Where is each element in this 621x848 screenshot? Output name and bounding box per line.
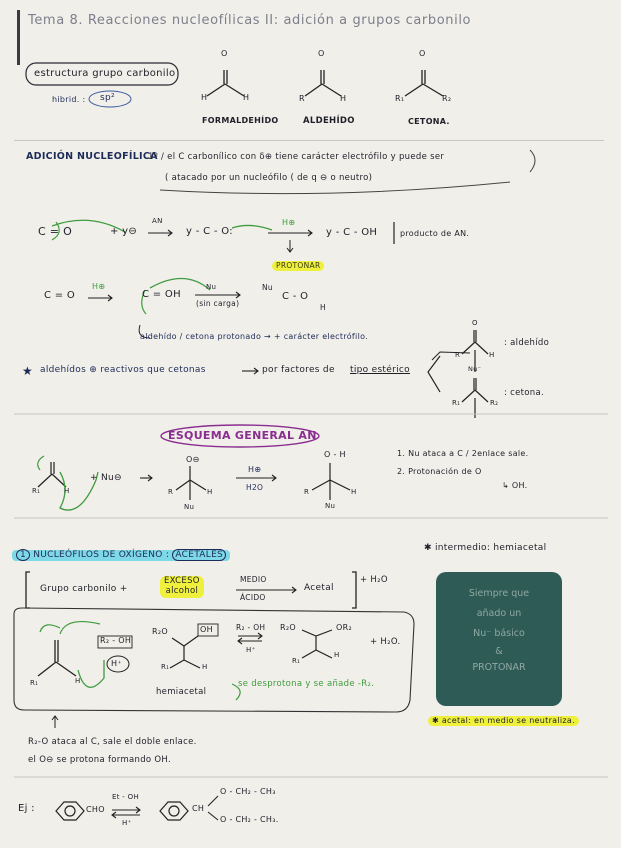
example-sub-1: O - CH₂ - CH₃	[220, 787, 276, 796]
gen-right-r: R	[304, 488, 310, 496]
benzene-left	[56, 802, 84, 820]
aldehyde-name: ALDEHÍDO	[303, 116, 355, 126]
eq-exceso-2: alcohol	[165, 585, 199, 596]
mech-r1b: R₁	[161, 663, 170, 671]
gen-mid-h: H	[207, 488, 213, 496]
nucleophilic-line-1: 1º / el C carbonílico con δ⊕ tiene carácter electrófilo y puede ser	[148, 152, 445, 162]
rx2-nu-label: Nu	[206, 283, 217, 291]
hemiacetal-label: hemiacetal	[156, 687, 207, 697]
rx1-reactant: C = O	[38, 225, 73, 238]
mech-r1: R₁	[30, 679, 39, 687]
aldehyde-left: R	[299, 94, 305, 103]
example-ch: CH	[192, 804, 205, 813]
note-line-3: Nu⁻ básico	[473, 628, 525, 639]
formaldehyde-right: H	[243, 93, 250, 102]
side-ket-r2: R₂	[490, 399, 499, 407]
rx2-intermediate: C = OH	[142, 289, 181, 300]
rx2-product-h: H	[320, 303, 326, 312]
heading-text: NUCLEÓFILOS DE OXÍGENO :	[33, 550, 170, 560]
note-line-2: añado un	[476, 608, 522, 619]
gen-right-oh: O - H	[324, 450, 346, 459]
rx2-proton-label: H⊕	[92, 282, 106, 291]
example-cho: CHO	[86, 805, 105, 814]
reminder-note-box	[436, 572, 562, 706]
rx2-sin-carga: (sin carga)	[196, 299, 240, 308]
gen-step-2b: ↳ OH.	[502, 481, 528, 490]
mech-r2o: R₂O	[152, 627, 168, 636]
mech-hplus: H⁺	[111, 659, 122, 668]
structure-box-label: estructura grupo carbonilo	[34, 68, 176, 79]
gen-left-h: H	[64, 487, 70, 495]
paren-curve	[530, 150, 535, 172]
eq-water: + H₂O	[360, 575, 388, 585]
aldehyde-right: H	[340, 94, 347, 103]
formaldehyde-o: O	[221, 49, 228, 58]
aldehyde-skeleton	[305, 70, 341, 96]
mech-r2oh: R₂ - OH	[100, 636, 132, 645]
example-arrow-bottom: H⁺	[122, 819, 132, 827]
star-mid: por factores de	[262, 365, 335, 375]
star-note: aldehídos ⊕ reactivos que cetonas	[40, 365, 206, 375]
rx1-product-note: producto de AN.	[400, 229, 470, 238]
rx2-note: aldehído / cetona protonado → + carácter electrófilo.	[140, 332, 368, 341]
formaldehyde-skeleton	[207, 70, 244, 96]
gen-mid-nu: Nu	[184, 503, 195, 511]
gen-right-nu: Nu	[325, 502, 336, 510]
side-ket-r1: R₁	[452, 399, 461, 407]
rx1-product: y - C - OH	[326, 227, 378, 238]
intermediate-note: ✱ intermedio: hemiacetal	[424, 543, 547, 553]
example-sub-2: O - CH₂ - CH₃.	[220, 815, 279, 824]
eq-exceso-1: EXCESO	[164, 576, 200, 586]
star-icon: ★	[22, 364, 33, 378]
separator-1	[14, 140, 604, 141]
general-mid-structure	[176, 466, 206, 500]
rx2-reactant: C = O	[44, 290, 76, 301]
gen-arrow-bottom: H2O	[246, 483, 264, 492]
general-right-structure	[312, 463, 350, 500]
eq-medio: MEDIO	[240, 575, 267, 584]
hybrid-value: sp²	[100, 93, 115, 103]
side-ald-nu: Nu⁻	[468, 365, 482, 373]
general-scheme-heading: ESQUEMA GENERAL AN	[168, 429, 317, 442]
gen-right-h: H	[351, 488, 357, 496]
rx1-nucleophile: + y⊖	[110, 226, 138, 237]
mech-hb: H	[202, 663, 208, 671]
deprotonate-note: se desprotona y se añade -R₂.	[238, 679, 375, 689]
formaldehyde-left: H	[201, 93, 208, 102]
note-line-5: PROTONAR	[472, 662, 526, 673]
star-underlined: tipo estérico	[350, 365, 410, 375]
mech-acetal-or2: OR₂	[336, 623, 352, 632]
ketone-o: O	[419, 49, 426, 58]
mech-oh: OH	[200, 625, 213, 634]
side-ketone-structure	[462, 378, 488, 418]
nucleophilic-line-2: ( atacado por un nucleófilo ( de q ⊖ o neutro)	[165, 173, 373, 183]
ketone-name: CETONA.	[408, 117, 450, 126]
attack-note-2: el O⊖ se protona formando OH.	[28, 755, 171, 765]
gen-step-2: 2. Protonación de O	[397, 467, 482, 476]
ketone-left: R₁	[395, 94, 405, 103]
gen-arrow-top: H⊕	[248, 465, 262, 474]
rx1-intermediate: y - C - O:	[186, 226, 233, 237]
acetal-note: ✱ acetal: en medio se neutraliza.	[428, 716, 579, 726]
formaldehyde-name: FORMALDEHÍDO	[202, 116, 279, 125]
note-line-1: Siempre que	[468, 588, 530, 599]
side-ketone-label: : cetona.	[504, 388, 544, 398]
side-ald-o: O	[472, 319, 478, 327]
gen-mid-r: R	[168, 488, 174, 496]
underline-curve	[160, 182, 510, 194]
mech-arrow-top: R₂ - OH	[236, 623, 266, 632]
side-ald-h: H	[489, 351, 495, 359]
ketone-right: R₂	[442, 94, 452, 103]
hybrid-label: hibrid. :	[52, 95, 86, 104]
eq-left: Grupo carbonilo +	[40, 584, 128, 594]
note-line-4: &	[495, 646, 503, 657]
attack-note-1: R₂-O ataca al C, sale el doble enlace.	[28, 737, 197, 747]
example-label: Ej :	[18, 803, 35, 814]
eq-exceso	[160, 576, 204, 598]
oxygen-nucleophiles-heading	[12, 550, 230, 561]
gen-left-nu: + Nu⊖	[90, 473, 122, 483]
ketone-skeleton	[405, 70, 443, 96]
rx1-an-label: AN	[152, 217, 163, 225]
eq-acido: ÁCIDO	[240, 593, 266, 602]
mech-arrow-bottom: H⁺	[246, 646, 256, 654]
gen-left-r1: R₁	[32, 487, 41, 495]
eq-right: Acetal	[304, 583, 334, 593]
nucleophilic-addition-heading: ADICIÓN NUCLEOFÍLICA	[26, 151, 158, 162]
rx2-product-nu: Nu	[262, 283, 273, 292]
benzene-right	[160, 802, 188, 820]
example-arrow-top: Et - OH	[112, 793, 140, 801]
page-title: Tema 8. Reacciones nucleofílicas II: adición a grupos carbonilo	[28, 13, 472, 28]
mech-acetal-r1: R₁	[292, 657, 301, 665]
aldehyde-o: O	[318, 49, 325, 58]
gen-mid-o: O⊖	[186, 455, 200, 464]
hemiacetal-structure	[170, 636, 200, 668]
mechanism-carbonyl	[38, 640, 76, 676]
mech-water: + H₂O.	[370, 637, 401, 647]
protonar-label: PROTONAR	[272, 261, 324, 271]
rx1-proton-label: H⊕	[282, 218, 296, 227]
rx2-product: C - O	[282, 291, 309, 302]
mech-h: H	[75, 677, 81, 685]
side-aldehyde-label: : aldehído	[504, 338, 550, 348]
mech-acetal-r2o: R₂O	[280, 623, 296, 632]
acetal-structure	[302, 630, 332, 658]
heading-acetales: ACETALES	[172, 549, 226, 561]
heading-num: 1	[16, 549, 30, 561]
gen-step-1: 1. Nu ataca a C / 2enlace sale.	[397, 449, 529, 458]
side-ald-r: R	[455, 351, 461, 359]
mech-acetal-h: H	[334, 651, 340, 659]
